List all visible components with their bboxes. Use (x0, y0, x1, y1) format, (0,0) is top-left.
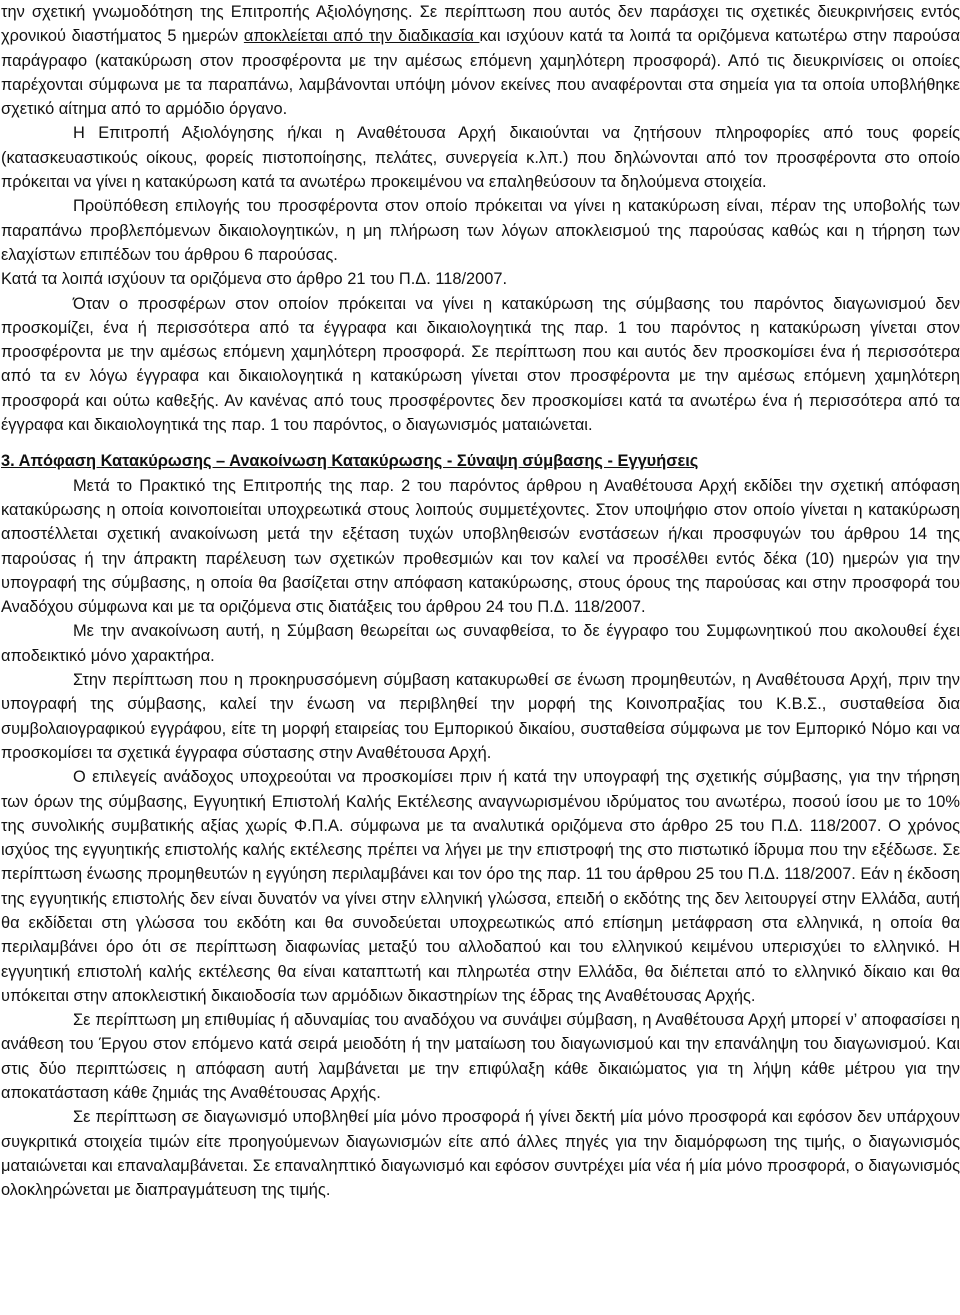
paragraph-selection-condition: Προϋπόθεση επιλογής του προσφέροντα στον οποίο πρόκειται να γίνει η κατακύρωση είναι, πέραν της υποβολής των παραπάνω προβλεπόμενων δικαιολογητικών, η μη πλήρωση των λόγων αποκλεισμού της παρούσας καθώς και η τήρηση των ελαχίστων επιπέδων του άρθρου 6 παρούσας. (1, 197, 960, 264)
paragraph-information-requests: Η Επιτροπή Αξιολόγησης ή/και η Αναθέτουσα Αρχή δικαιούνται να ζητήσουν πληροφορίες από τους φορείς (κατασκευαστικούς οίκους, φορείς πιστοποίησης, πελάτες, συνεργεία κ.λπ.) που δηλώνονται από τον προσφέροντα στο οποίο πρόκειται να γίνει η κατακύρωση κατά τα ανωτέρω προκειμένου να επαληθεύσουν τα δηλούμενα στοιχεία. (1, 124, 960, 192)
section-heading-award: 3. Απόφαση Κατακύρωσης – Ανακοίνωση Κατακύρωσης - Σύναψη σύμβασης - Εγγυήσεις (1, 452, 699, 471)
paragraph-text: την σχετική γνωμοδότηση της Επιτροπής Αξιολόγησης. Σε περίπτωση που αυτός δεν παράσχει τις σχετικές διευκρινήσεις εντός χρονικού διαστήματος 5 ημερών (1, 3, 960, 46)
paragraph-evaluation-clarifications (1, 0, 960, 121)
paragraph-text: και ισχύουν κατά τα λοιπά τα οριζόμενα κατωτέρω στην παρούσα παράγραφο (κατακύρωση στον προσφέροντα με την αμέσως επόμενη χαμηλότερη προσφορά). Από τις διευκρινίσεις οι οποίες παρέχονται σύμφωνα με τα παραπάνω, λαμβάνονται υπόψη μόνον εκείνες που αναφέρονται στα σημεία για τα οποία υποβλήθηκε σχετικό αίτημα από το αρμόδιο όργανο. (1, 27, 960, 119)
paragraph-single-offer: Σε περίπτωση σε διαγωνισμό υποβληθεί μία μόνο προσφορά ή γίνει δεκτή μία μόνο προσφορά και εφόσον δεν υπάρχουν συγκριτικά στοιχεία τιμών είτε προηγούμενων διαγωνισμών είτε από άλλες πηγές για την διαμόρφωση της τιμής, ο διαγωνισμός ματαιώνεται και επαναλαμβάνεται. Σε επαναληπτικό διαγωνισμό και εφόσον συντρέχει μία νέα ή μία μόνο προσφορά, ο διαγωνισμός ολοκληρώνεται με διαπραγμάτευση της τιμής. (1, 1108, 960, 1200)
paragraph-missing-documents: Όταν ο προσφέρων στον οποίον πρόκειται να γίνει η κατακύρωση της σύμβασης του παρόντος διαγωνισμού δεν προσκομίζει, ένα ή περισσότερα από τα έγγραφα και δικαιολογητικά της παρ. 1 του παρόντος η κατακύρωση γίνεται στον προσφέροντα με την αμέσως επόμενη χαμηλότερη προσφορά. Σε περίπτωση που και αυτός δεν προσκομίσει ένα ή περισσότερα από τα εν λόγω έγγραφα και δικαιολογητικά η κατακύρωση γίνεται στον προσφέροντα με την αμέσως επόμενη χαμηλότερη προσφορά και ούτω καθεξής. Αν κανένας από τους προσφέροντες δεν προσκομίσει κατά τα ανωτέρω ένα ή περισσότερα από τα έγγραφα και δικαιολογητικά της παρ. 1 του παρόντος, ο διαγωνισμός ματαιώνεται. (1, 294, 960, 435)
section-spacer (1, 437, 960, 449)
paragraph-supplier-union: Στην περίπτωση που η προκηρυσσόμενη σύμβαση κατακυρωθεί σε ένωση προμηθευτών, η Αναθέτουσα Αρχή, πριν την υπογραφή της σύμβασης, καλεί την ένωση να περιβληθεί την μορφή της Κοινοπραξίας του Κ.Β.Σ., συσταθείσα δια συμβολαιογραφικού εγγράφου, είτε τη μορφή εταιρείας του Εμπορικού δικαίου, συσταθείσα σύμφωνα με τον Εμπορικό Νόμο και να προσκομίσει τα σχετικά έγγραφα σύστασης στην Αναθέτουσα Αρχή. (1, 671, 960, 762)
paragraph-contract-concluded: Με την ανακοίνωση αυτή, η Σύμβαση θεωρείται ως συναφθείσα, το δε έγγραφο του Συμφωνητικού που ακολουθεί έχει αποδεικτικό μόνο χαρακτήρα. (1, 622, 960, 665)
paragraph-contractor-refusal: Σε περίπτωση μη επιθυμίας ή αδυναμίας του αναδόχου να συνάψει σύμβαση, η Αναθέτουσα Αρχή μπορεί ν’ αποφασίσει η ανάθεση του Έργου στον επόμενο κατά σειρά μειοδότη ή την ματαίωση του διαγωνισμού και την επανάληψη του διαγωνισμού. Και στις δύο περιπτώσεις η απόφαση αυτή λαμβάνεται με την επιφύλαξη κάθε δικαιώματος για τη λήψη κάθε μέτρου για την αποκατάσταση κάθε ζημιάς της Αναθέτουσας Αρχής. (1, 1011, 960, 1103)
underlined-exclusion-text: αποκλείεται από την διαδικασία (243, 27, 480, 46)
paragraph-article-21: Κατά τα λοιπά ισχύουν τα οριζόμενα στο άρθρο 21 του Π.Δ. 118/2007. (1, 270, 508, 289)
paragraph-award-decision: Μετά το Πρακτικό της Επιτροπής της παρ. 2 του παρόντος άρθρου η Αναθέτουσα Αρχή εκδίδει την σχετική απόφαση κατακύρωσης η οποία κοινοποιείται υποχρεωτικά στους λοιπούς συμμετέχοντες. Στον υποψήφιο στον οποίο γίνεται η κατακύρωση αποστέλλεται σχετική ανακοίνωση μετά την εξέταση τυχών υποβληθεισών ενστάσεων ή/και προσφυγών του άρθρου 14 της παρούσας ή την άπρακτη παρέλευση των σχετικών προθεσμιών και τον καλεί να προσέλθει εντός δέκα (10) ημερών για την υπογραφή της σύμβασης, η οποία θα βασίζεται στην απόφαση κατακύρωσης, στους όρους της παρούσας και στην προσφορά του Αναδόχου σύμφωνα και με τα οριζόμενα στις διατάξεις του άρθρου 24 του Π.Δ. 118/2007. (1, 476, 960, 617)
paragraph-performance-guarantee: Ο επιλεγείς ανάδοχος υποχρεούται να προσκομίσει πριν ή κατά την υπογραφή της σχετικής σύμβασης, για την τήρηση των όρων της σύμβασης, Εγγυητική Επιστολή Καλής Εκτέλεσης αναγνωρισμένου ιδρύματος του ανωτέρω, ποσού ίσου με το 10% της συνολικής συμβατικής αξίας χωρίς Φ.Π.Α. σύμφωνα με τα αναλυτικά οριζόμενα στο άρθρο 25 του Π.Δ. 118/2007. Ο χρόνος ισχύος της εγγυητικής επιστολής καλής εκτέλεσης πρέπει να λήγει με την επιστροφή της στο πιστωτικό ίδρυμα που την εξέδωσε. Σε περίπτωση ένωσης προμηθευτών η εγγύηση περιλαμβάνει και τον όρο της παρ. 11 του άρθρου 25 του Π.Δ. 118/2007. Εάν η έκδοση της εγγυητικής επιστολής δεν είναι δυνατόν να γίνει στην ελληνική γλώσσα, επειδή ο εκδότης της δεν λειτουργεί στην Ελλάδα, αυτή θα εκδίδεται στη γλώσσα του εκδότη και θα συνοδεύεται υποχρεωτικώς από επίσημη μετάφραση στα ελληνικά, η οποία θα περιλαμβάνει όρο ότι σε περίπτωση διαφωνίας μεταξύ του αλλοδαπού και του ελληνικού κειμένου υπερισχύει το ελληνικό. Η εγγυητική επιστολή καλής εκτέλεσης θα είναι καταπτωτή και πληρωτέα στην Ελλάδα, θα διέπεται από το ελληνικό δίκαιο και θα υπόκειται στην αποκλειστική δικαιοδοσία των αρμόδιων δικαστηρίων της έδρας της Αναθέτουσας Αρχής. (1, 768, 960, 1005)
